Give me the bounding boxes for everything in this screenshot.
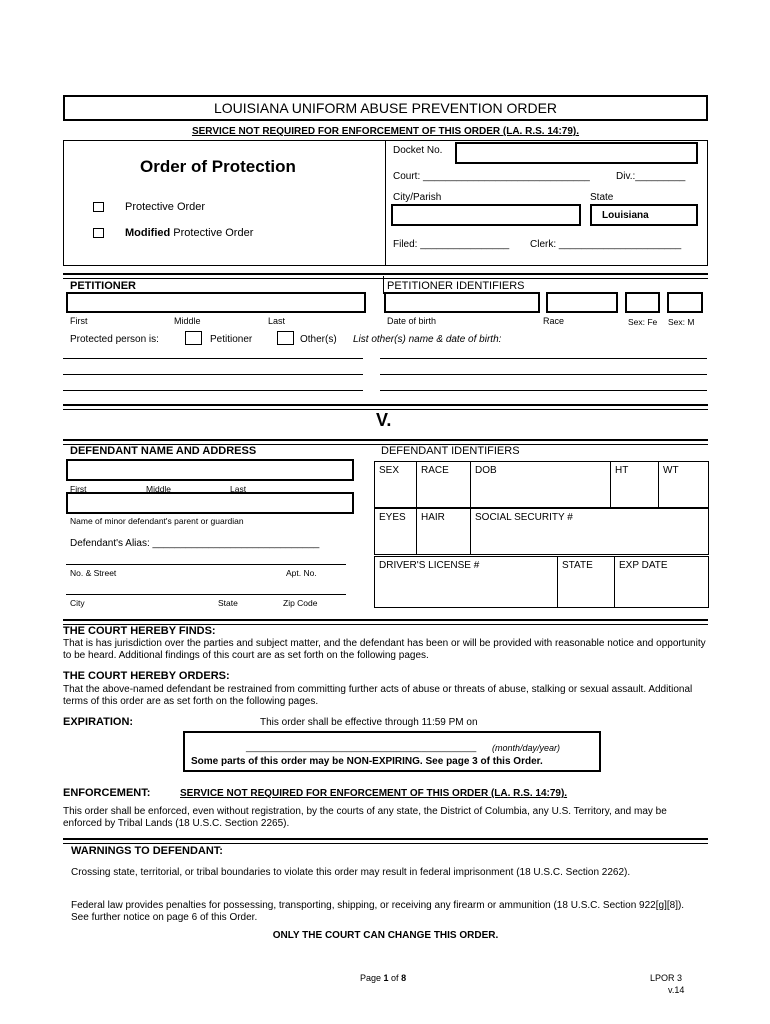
defendant-identifiers-row3 [374,556,709,608]
div-field[interactable]: Div.:_________ [616,171,686,182]
zip-label: Zip Code [283,598,318,608]
petitioner-last-label: Last [268,316,286,326]
order-heading: Order of Protection [140,157,296,176]
modified-order-label: Modified Protective Order [125,227,254,239]
ssn-cell[interactable]: SOCIAL SECURITY # [471,509,709,555]
orders-heading: THE COURT HEREBY ORDERS: [63,670,230,682]
ht-cell[interactable]: HT [611,462,659,508]
petitioner-dob-field[interactable] [384,292,540,313]
warning-1: Crossing state, territorial, or tribal boundaries to violate this order may result in federal imprisonment (18 U.S.C. Section 2262). [71,867,631,878]
street-label: No. & Street [70,568,117,578]
petitioner-identifiers-heading: PETITIONER IDENTIFIERS [387,280,525,292]
race-cell[interactable]: RACE [417,462,471,508]
petitioner-checkbox[interactable] [185,331,202,345]
clerk-field[interactable]: Clerk: ______________________ [530,239,682,250]
exp-date-cell[interactable]: EXP DATE [615,557,709,608]
page-number: Page 1 of 8 [360,973,407,983]
modified-order-checkbox[interactable] [93,228,104,238]
docket-label: Docket No. [393,145,443,156]
court-field[interactable]: Court: ______________________________ [393,171,590,182]
expiration-date-hint: (month/day/year) [492,743,561,753]
protective-order-checkbox[interactable] [93,202,104,212]
city-label-def: City [70,598,85,608]
others-note: List other(s) name & date of birth: [353,334,502,345]
enforcement-label: ENFORCEMENT: [63,787,151,799]
eyes-cell[interactable]: EYES [375,509,417,555]
docket-field[interactable] [455,142,698,164]
defendant-identifiers-row1 [374,461,709,508]
petitioner-first-label: First [70,316,88,326]
petitioner-heading: PETITIONER [70,280,137,292]
filed-field[interactable]: Filed: ________________ [393,239,510,250]
dl-state-cell[interactable]: STATE [558,557,615,608]
defendant-name-field[interactable] [66,459,354,481]
warning-2: Federal law provides penalties for possessing, transporting, shipping, or receiving any firearm or ammunition (18 U.S.C. Section 922[g][8]). See further notice on page 6 of this Order. [71,900,685,923]
defendant-identifiers-row2 [374,508,709,555]
petitioner-option-label: Petitioner [210,334,253,345]
dob-cell[interactable]: DOB [471,462,611,508]
defendant-heading: DEFENDANT NAME AND ADDRESS [70,445,257,457]
protected-person-label: Protected person is: [70,334,159,345]
petitioner-middle-label: Middle [174,316,201,326]
defendant-first-label: First [70,484,87,494]
hair-cell[interactable]: HAIR [417,509,471,555]
petitioner-dob-label: Date of birth [387,316,437,326]
petitioner-race-label: Race [543,316,565,326]
others-option-label: Other(s) [300,334,337,345]
petitioner-sex-m-field[interactable] [667,292,703,313]
only-court-note: ONLY THE COURT CAN CHANGE THIS ORDER. [272,930,499,941]
minor-parent-label: Name of minor defendant's parent or guardian [70,516,244,526]
form-id: LPOR 3 [650,973,683,983]
city-label: City/Parish [393,192,442,203]
state-value: Louisiana [602,210,649,221]
state-label-def: State [218,598,238,608]
city-field[interactable] [391,204,581,226]
apt-label: Apt. No. [286,568,317,578]
petitioner-race-field[interactable] [546,292,618,313]
service-note: SERVICE NOT REQUIRED FOR ENFORCEMENT OF THIS ORDER (LA. R.S. 14:79). [191,126,580,137]
expiration-text: This order shall be effective through 11:59 PM on [260,717,478,728]
wt-cell[interactable]: WT [659,462,709,508]
petitioner-name-field[interactable] [66,292,366,313]
sex-cell[interactable]: SEX [375,462,417,508]
petitioner-sex-f-label: Sex: Fe [628,317,658,327]
state-label: State [590,192,614,203]
findings-heading: THE COURT HEREBY FINDS: [63,625,216,637]
form-title: LOUISIANA UNIFORM ABUSE PREVENTION ORDER [213,100,558,116]
expiration-label: EXPIRATION: [63,716,134,728]
others-checkbox[interactable] [277,331,294,345]
defendant-identifiers-heading: DEFENDANT IDENTIFIERS [381,445,520,457]
versus-label: V. [376,410,392,430]
petitioner-sex-m-label: Sex: M [668,317,695,327]
minor-parent-field[interactable] [66,492,354,514]
non-expiring-note: Some parts of this order may be NON-EXPIRING. See page 3 of this Order. [191,756,543,767]
orders-text: That the above-named defendant be restrained from committing further acts of abuse or threats of abuse, stalking or sexual assault. Additional terms of this order are as set forth on the following pages. [63,684,693,707]
defendant-middle-label: Middle [146,484,172,494]
findings-text: That is has jurisdiction over the parties and subject matter, and the defendant has been or will be provided with reasonable notice and opportunity to be heard. Additional findings of this court are as set forth on the following pages. [63,638,706,661]
enforcement-note: SERVICE NOT REQUIRED FOR ENFORCEMENT OF THIS ORDER (LA. R.S. 14:79). [180,788,568,799]
expiration-date-field[interactable]: ______________________________________________ [246,742,477,752]
enforcement-text: This order shall be enforced, even without registration, by the courts of any state, the District of Columbia, any U.S. Territory, and may be enforced by Tribal Lands (18 U.S.C. Section 2265). [63,806,667,829]
defendant-last-label: Last [230,484,247,494]
form-version: v.14 [668,985,685,995]
drivers-license-cell[interactable]: DRIVER'S LICENSE # [375,557,558,608]
alias-field[interactable]: Defendant's Alias: ______________________________ [70,538,320,549]
protective-order-label: Protective Order [125,201,206,213]
warnings-heading: WARNINGS TO DEFENDANT: [71,845,223,857]
petitioner-sex-f-field[interactable] [625,292,660,313]
